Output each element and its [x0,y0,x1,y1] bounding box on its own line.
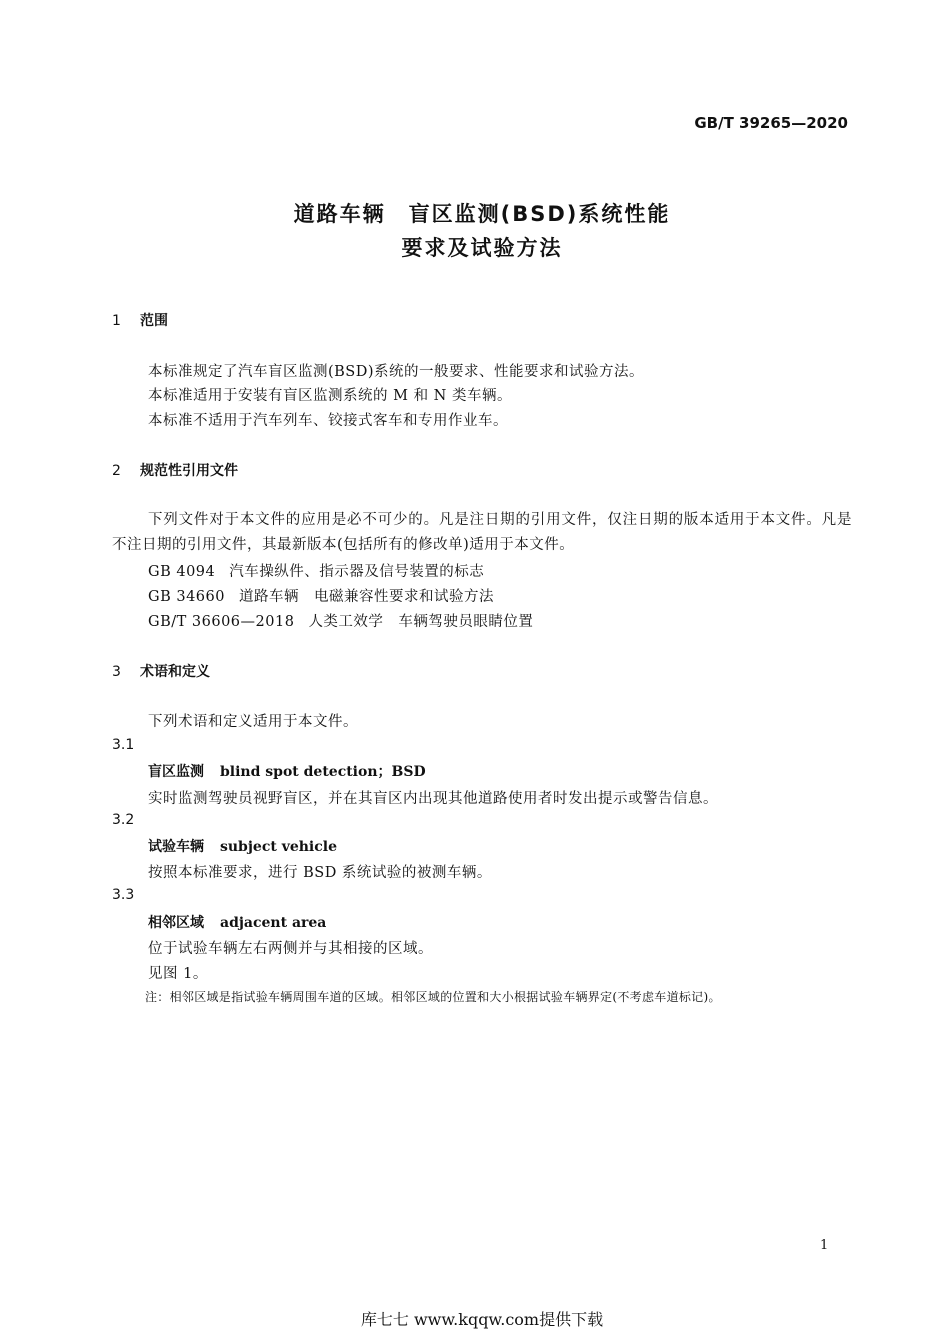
paragraph: 本标准规定了汽车盲区监测(BSD)系统的一般要求、性能要求和试验方法。 [148,364,645,380]
paragraph: 本标准不适用于汽车列车、铰接式客车和专用作业车。 [148,413,508,429]
reference-item [148,560,484,581]
reference-title: 汽车操纵件、指示器及信号装置的标志 [229,564,485,580]
reference-code: GB/T 36606—2018 [148,614,295,630]
page-number: 1 [820,1238,829,1253]
paragraph: 本标准适用于安装有盲区监测系统的 M 和 N 类车辆。 [148,388,512,404]
term-number: 3.3 [112,887,135,903]
term-number: 3.1 [112,737,135,753]
download-footer: 库七七 www.kqqw.com提供下载 [360,1310,604,1329]
term-number: 3.2 [112,812,135,828]
standard-number: GB/T 39265—2020 [694,114,848,132]
section-number: 3 [112,664,121,680]
reference-title: 人类工效学 车辆驾驶员眼睛位置 [308,614,534,630]
term-en: blind spot detection；BSD [220,764,426,780]
term-definition: 实时监测驾驶员视野盲区，并在其盲区内出现其他道路使用者时发出提示或警告信息。 [148,791,718,807]
section-3-heading [112,661,210,681]
term-cn: 相邻区域 [148,915,204,931]
term-en: subject vehicle [220,839,337,855]
term-en: adjacent area [220,915,327,931]
section-title: 范围 [140,313,168,329]
reference-item [148,610,533,631]
reference-code: GB 34660 [148,589,225,605]
reference-title: 道路车辆 电磁兼容性要求和试验方法 [238,589,494,605]
document-title-line1: 道路车辆 盲区监测(BSD)系统性能 [293,202,671,226]
term-heading [148,836,337,856]
term-heading [148,912,326,932]
term-definition: 位于试验车辆左右两侧并与其相接的区域。 [148,941,433,957]
term-heading [148,761,426,781]
section-1-heading [112,310,168,330]
section-number: 2 [112,463,121,479]
section-number: 1 [112,313,121,329]
document-title-line2: 要求及试验方法 [401,236,563,260]
term-cn: 盲区监测 [148,764,204,780]
figure-reference: 见图 1。 [148,966,208,982]
paragraph: 下列文件对于本文件的应用是必不可少的。凡是注日期的引用文件，仅注日期的版本适用于本文件。凡是不注日期的引用文件，其最新版本(包括所有的修改单)适用于本文件。 [112,512,852,553]
section-2-heading [112,460,238,480]
note: 注：相邻区域是指试验车辆周围车道的区域。相邻区域的位置和大小根据试验车辆界定(不考虑车道标记)。 [145,990,721,1004]
section-title: 规范性引用文件 [140,463,238,479]
term-cn: 试验车辆 [148,839,204,855]
reference-item [148,585,494,606]
term-definition: 按照本标准要求，进行 BSD 系统试验的被测车辆。 [148,865,492,881]
paragraph: 下列术语和定义适用于本文件。 [148,714,358,730]
section-title: 术语和定义 [140,664,210,680]
reference-code: GB 4094 [148,564,216,580]
